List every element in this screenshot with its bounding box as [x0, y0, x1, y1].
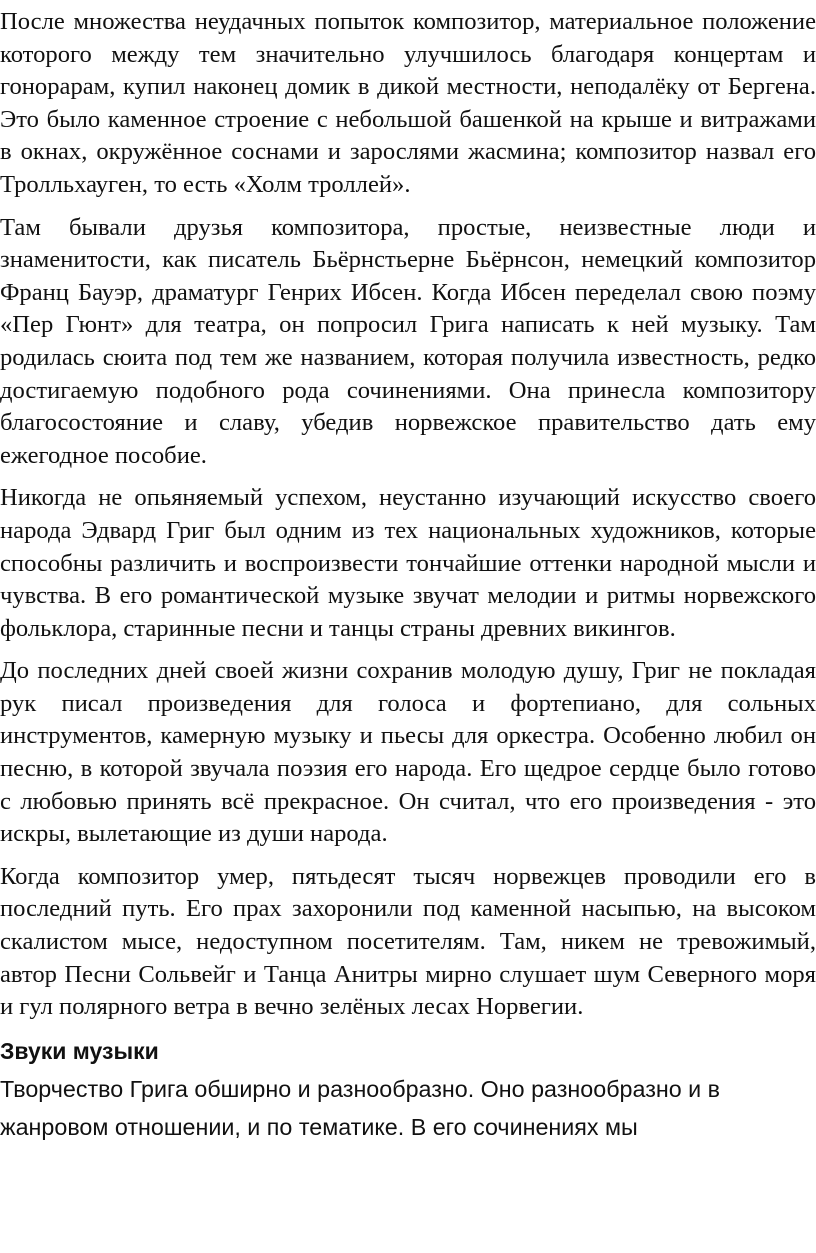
section-text: Творчество Грига обширно и разнообразно. Оно разнообразно и в жанровом отношении, и по тематике. В его сочинениях мы: [0, 1075, 721, 1140]
paragraph-death: Когда композитор умер, пятьдесят тысяч норвежцев проводили его в последний путь. Его прах захоронили под каменной насыпью, на высоком скалистом мысе, недоступном посетителям. Там, никем не тревожимый, автор Песни Сольвейг и Танца Анитры мирно слушает шум Северного моря и гул полярного ветра в вечно зелёных лесах Норвегии.: [0, 862, 816, 1021]
paragraph-trollhaugen: После множества неудачных попыток композитор, материальное положение которого между тем значительно улучшилось благодаря концертам и гонорарам, купил наконец домик в дикой местности, неподалёку от Бергена. Это было каменное строение с небольшой башенкой на крыше и витражами в окнах, окружённое соснами и зарослями жасмина; композитор назвал его Тролльхауген, то есть «Холм троллей».: [0, 8, 816, 198]
paragraph-late-years: До последних дней своей жизни сохранив молодую душу, Григ не покладая рук писал произведения для голоса и фортепиано, для сольных инструментов, камерную музыку и пьесы для оркестра. Особенно любил он песню, в которой звучала поэзия его народа. Его щедрое сердце было готово с любовью принять всё прекрасное. Он считал, что его произведения - это искры, вылетающие из души народа.: [0, 657, 816, 848]
paragraph-national-art: Никогда не опьяняемый успехом, неустанно изучающий искусство своего народа Эдвард Григ был одним из тех национальных художников, которые способны различить и воспроизвести тончайшие оттенки народной мысли и чувства. В его романтической музыке звучат мелодии и ритмы норвежского фольклора, старинные песни и танцы страны древних викингов.: [0, 484, 816, 642]
section-heading: Звуки музыки: [0, 1037, 159, 1064]
paragraph-friends: Там бывали друзья композитора, простые, неизвестные люди и знаменитости, как писатель Бьёрнстьерне Бьёрнсон, немецкий композитор Франц Бауэр, драматург Генрих Ибсен. Когда Ибсен переделал свою поэму «Пер Гюнт» для театра, он попросил Грига написать к ней музыку. Там родилась сюита под тем же названием, которая получила известность, редко достигаемую подобного рода сочинениями. Она принесла композитору благосостояние и славу, убедив норвежское правительство дать ему ежегодное пособие.: [0, 213, 816, 469]
